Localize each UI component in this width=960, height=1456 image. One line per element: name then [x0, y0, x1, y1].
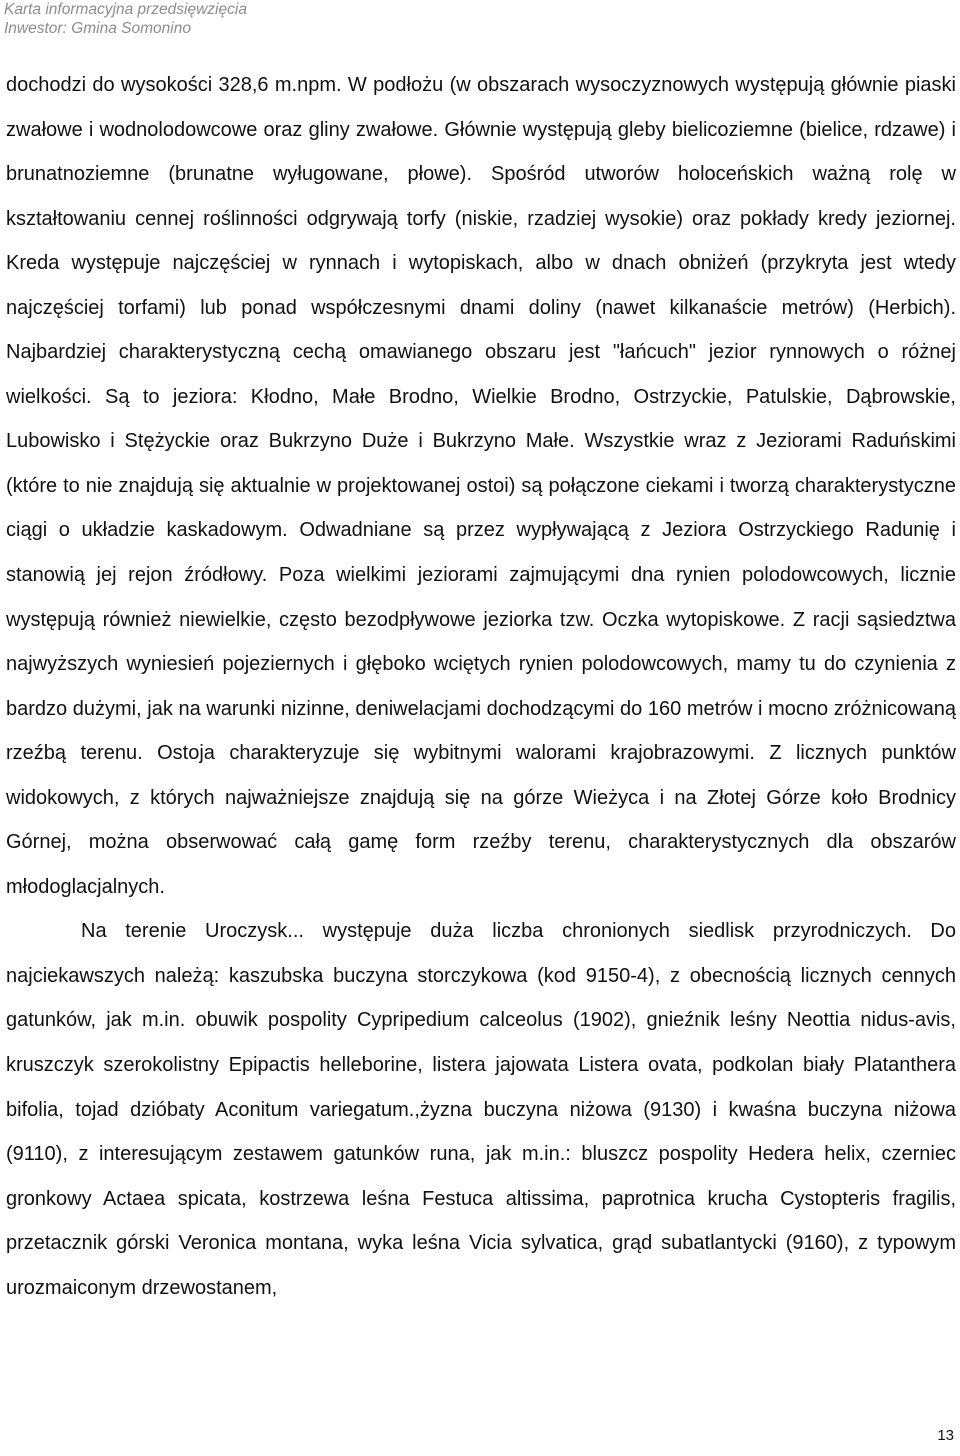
document-header [4, 0, 247, 38]
body-paragraph-1: dochodzi do wysokości 328,6 m.npm. W podłożu (w obszarach wysoczyznowych występują głównie piaski zwałowe i wodnolodowcowe oraz gliny zwałowe. Głównie występują gleby bielicoziemne (bielice, rdzawe) i brunatnoziemne (brunatne wyługowane, płowe). Spośród utworów holoceńskich ważną rolę w kształtowaniu cennej roślinności odgrywają torfy (niskie, rzadziej wysokie) oraz pokłady kredy jeziornej. Kreda występuje najczęściej w rynnach i wytopiskach, albo w dnach obniżeń (przykryta jest wtedy najczęściej torfami) lub ponad współczesnymi dnami doliny (nawet kilkanaście metrów) (Herbich). Najbardziej charakterystyczną cechą omawianego obszaru jest "łańcuch" jezior rynnowych o różnej wielkości. Są to jeziora: Kłodno, Małe Brodno, Wielkie Brodno, Ostrzyckie, Patulskie, Dąbrowskie, Lubowisko i Stężyckie oraz Bukrzyno Duże i Bukrzyno Małe. Wszystkie wraz z Jeziorami Raduńskimi (które to nie znajdują się aktualnie w projektowanej ostoi) są połączone ciekami i tworzą charakterystyczne ciągi o układzie kaskadowym. Odwadniane są przez wypływającą z Jeziora Ostrzyckiego Radunię i stanowią jej rejon źródłowy. Poza wielkimi jeziorami zajmującymi dna rynien polodowcowych, licznie występują również niewielkie, często bezodpływowe jeziorka tzw. Oczka wytopiskowe. Z racji sąsiedztwa najwyższych wyniesień pojeziernych i głęboko wciętych rynien polodowcowych, mamy tu do czynienia z bardzo dużymi, jak na warunki nizinne, deniwelacjami dochodzącymi do 160 metrów i mocno zróżnicowaną rzeźbą terenu. Ostoja charakteryzuje się wybitnymi walorami krajobrazowymi. Z licznych punktów widokowych, z których najważniejsze znajdują się na górze Wieżyca i na Złotej Górze koło Brodnicy Górnej, można obserwować całą gamę form rzeźby terenu, charakterystycznych dla obszarów młodoglacjalnych. [6, 74, 956, 898]
header-investor: Inwestor: Gmina Somonino [4, 20, 191, 37]
header-title: Karta informacyjna przedsięwzięcia [4, 1, 247, 18]
page-number: 13 [937, 1427, 954, 1444]
body-paragraph-2: Na terenie Uroczysk... występuje duża liczba chronionych siedlisk przyrodniczych. Do najciekawszych należą: kaszubska buczyna storczykowa (kod 9150-4), z obecnością licznych cennych gatunków, jak m.in. obuwik pospolity Cypripedium calceolus (1902), gnieźnik leśny Neottia nidus-avis, kruszczyk szerokolistny Epipactis helleborine, listera jajowata Listera ovata, podkolan biały Platanthera bifolia, tojad dzióbaty Aconitum variegatum.,żyzna buczyna niżowa (9130) i kwaśna buczyna niżowa (9110), z interesującym zestawem gatunków runa, jak m.in.: bluszcz pospolity Hedera helix, czerniec gronkowy Actaea spicata, kostrzewa leśna Festuca altissima, paprotnica krucha Cystopteris fragilis, przetacznik górski Veronica montana, wyka leśna Vicia sylvatica, grąd subatlantycki (9160), z typowym urozmaiconym drzewostanem, [6, 920, 956, 1299]
document-body [6, 63, 956, 1310]
